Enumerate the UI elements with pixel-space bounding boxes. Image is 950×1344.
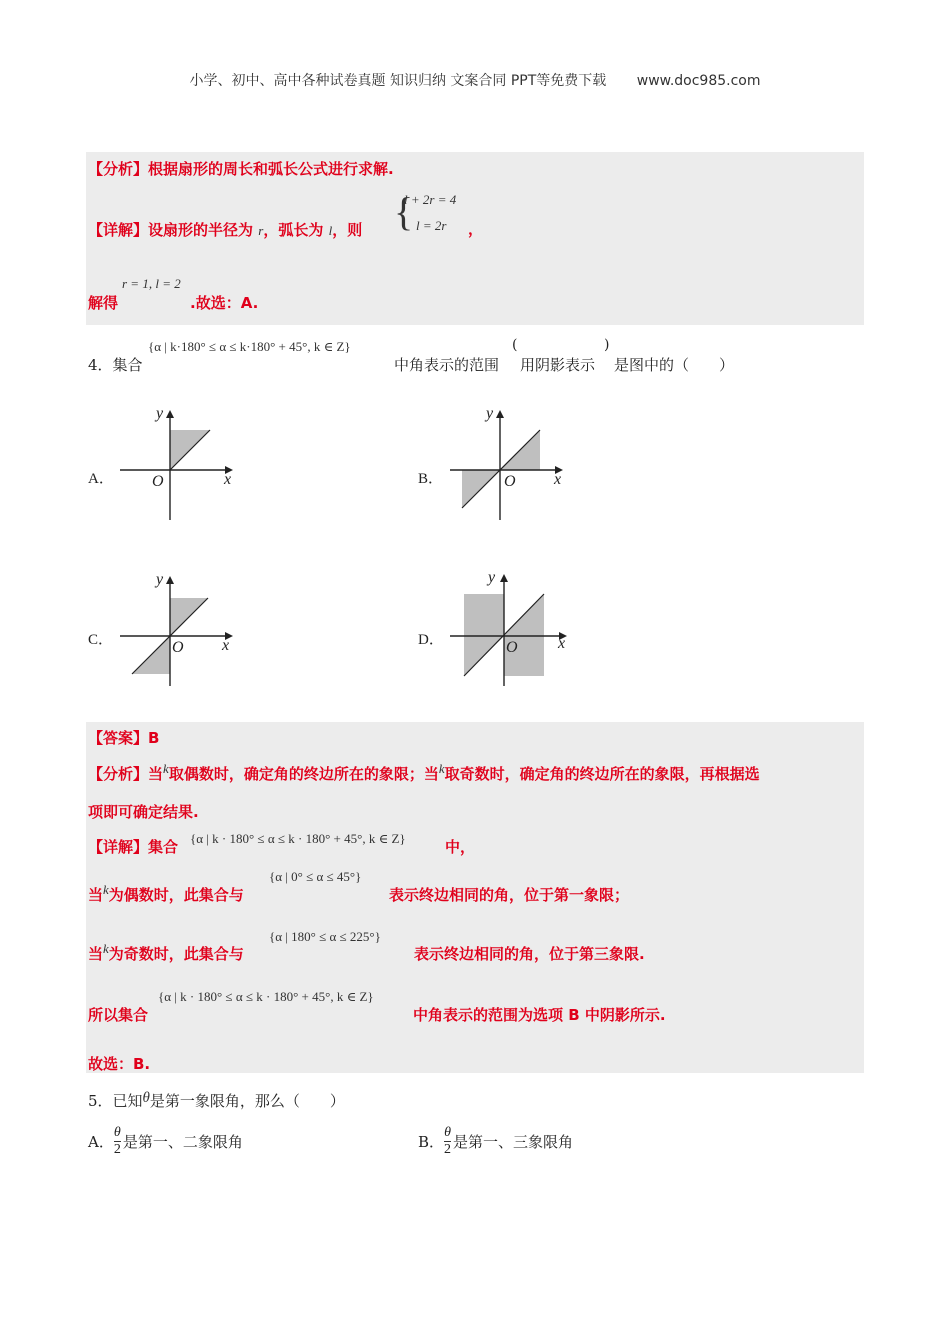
q3-solve xyxy=(88,292,118,313)
denominator: 2 xyxy=(444,1142,452,1157)
q4-paren-open: ( xyxy=(512,337,518,353)
y-label: y xyxy=(156,571,164,588)
system-line-1: l + 2r = 4 xyxy=(404,192,457,207)
brace: { xyxy=(394,189,414,234)
solve-expr: r = 1, l = 2 xyxy=(122,276,181,291)
numerator: θ xyxy=(444,1125,451,1140)
q5-option-a xyxy=(88,1125,243,1158)
odd-text-a: 当 xyxy=(88,945,104,963)
detail-label: 【详解】 xyxy=(88,221,149,239)
even-text-c: 表示终边相同的角，位于第一象限； xyxy=(389,886,630,904)
var-k: k xyxy=(438,761,445,776)
analysis-text: 根据扇形的周长和弧长公式进行求解. xyxy=(148,160,394,178)
detail-text-b: 中， xyxy=(445,838,476,856)
answer-value: B xyxy=(148,729,160,747)
option-label: A． xyxy=(88,1133,114,1151)
var-l: l xyxy=(328,223,333,238)
theta: θ xyxy=(142,1090,150,1106)
option-d-label: D． xyxy=(418,632,444,648)
q5-suffix: 是第一象限角，那么（ ） xyxy=(149,1092,345,1110)
option-b-label: B． xyxy=(418,471,444,487)
odd-text-b: 为奇数时，此集合与 xyxy=(108,945,244,963)
q5-question xyxy=(88,1090,345,1111)
even-set: {α | 0° ≤ α ≤ 45°} xyxy=(269,869,362,884)
answer-label: 【答案】 xyxy=(88,729,149,747)
detail-label: 【详解】 xyxy=(88,838,149,856)
analysis-text-a: 当 xyxy=(148,765,164,783)
y-arrow xyxy=(166,410,174,418)
option-label: B． xyxy=(418,1133,445,1151)
numerator: θ xyxy=(113,1125,121,1140)
option-d-graph xyxy=(442,566,572,691)
q4-suffix: 是图中的（ ） xyxy=(614,356,735,374)
var-k: k xyxy=(103,941,109,956)
detail-text-b: ，弧长为 xyxy=(263,221,324,239)
q4-mid-b: 用阴影表示 xyxy=(520,356,596,374)
solve-label: 解得 xyxy=(88,294,119,312)
page-header xyxy=(0,70,950,90)
var-k: k xyxy=(163,761,169,776)
q4-analysis-line1 xyxy=(88,763,760,784)
shaded-region-q2 xyxy=(464,594,504,636)
option-text: 是第一、二象限角 xyxy=(122,1133,243,1151)
odd-text-c: 表示终边相同的角，位于第三象限. xyxy=(414,945,645,963)
q4-set-expr: {α | k·180° ≤ α ≤ k·180° + 45°, k ∈ Z} xyxy=(148,339,351,354)
var-r: r xyxy=(258,223,264,238)
y-arrow xyxy=(166,576,174,584)
origin-label: O xyxy=(506,639,518,656)
q3-detail xyxy=(88,219,362,240)
q4-prefix: 4．集合 xyxy=(88,356,143,374)
y-arrow xyxy=(496,410,504,418)
var-k: k xyxy=(103,882,109,897)
q4-paren-close: ) xyxy=(604,337,610,353)
option-c-graph xyxy=(112,566,242,691)
option-a-label: A． xyxy=(88,471,114,487)
detail-set-expr: {α | k · 180° ≤ α ≤ k · 180° + 45°, k ∈ Z} xyxy=(190,831,406,846)
even-text-b: 为偶数时，此集合与 xyxy=(108,886,244,904)
option-c-label: C． xyxy=(88,632,114,648)
system-line-2: l = 2r xyxy=(416,218,447,233)
q4-answer xyxy=(88,727,159,748)
option-a-graph xyxy=(112,400,242,525)
origin-label: O xyxy=(504,473,516,490)
x-label: x xyxy=(554,471,562,488)
even-line xyxy=(88,884,244,905)
header-text: 小学、初中、高中各种试卷真题 知识归纳 文案合同 PPT等免费下载 xyxy=(189,73,607,89)
y-label: y xyxy=(156,405,164,422)
option-b-graph xyxy=(442,400,572,525)
q5-option-b xyxy=(418,1125,573,1158)
x-label: x xyxy=(222,637,230,654)
denominator: 2 xyxy=(113,1142,121,1157)
x-label: x xyxy=(558,635,566,652)
analysis-label: 【分析】 xyxy=(88,160,149,178)
origin-label: O xyxy=(172,639,184,656)
so-text-b: 中角表示的范围为选项 B 中阴影所示. xyxy=(413,1006,666,1024)
x-label: x xyxy=(224,471,232,488)
header-site: www.doc985.com xyxy=(636,73,761,89)
detail-end: ， xyxy=(468,220,484,238)
odd-set: {α | 180° ≤ α ≤ 225°} xyxy=(269,929,381,944)
q4-analysis-line2: 项即可确定结果. xyxy=(88,803,199,821)
analysis-text-c: 取奇数时，确定角的终边所在的象限，再根据选 xyxy=(444,765,760,783)
fraction xyxy=(444,1125,451,1158)
detail-text-a: 设扇形的半径为 xyxy=(148,221,254,239)
analysis-text-b: 取偶数时，确定角的终边所在的象限；当 xyxy=(168,765,439,783)
q3-analysis xyxy=(88,158,394,179)
solve-end: .故选：A. xyxy=(190,294,259,312)
detail-text-a: 集合 xyxy=(148,838,179,856)
origin-label: O xyxy=(152,473,164,490)
y-label: y xyxy=(486,405,494,422)
q4-mid-a: 中角表示的范围 xyxy=(394,356,500,374)
q4-final: 故选：B. xyxy=(88,1055,151,1073)
detail-text-c: ，则 xyxy=(332,221,363,239)
fraction xyxy=(114,1125,121,1158)
y-label: y xyxy=(488,569,496,586)
even-text-a: 当 xyxy=(88,886,104,904)
option-text: 是第一、三象限角 xyxy=(453,1133,574,1151)
odd-line xyxy=(88,943,244,964)
so-set: {α | k · 180° ≤ α ≤ k · 180° + 45°, k ∈ Z} xyxy=(158,989,374,1004)
y-arrow xyxy=(500,574,508,582)
q5-prefix: 5．已知 xyxy=(88,1092,143,1110)
so-text-a: 所以集合 xyxy=(88,1006,149,1024)
analysis-label: 【分析】 xyxy=(88,765,149,783)
q4-detail-line xyxy=(88,836,178,857)
